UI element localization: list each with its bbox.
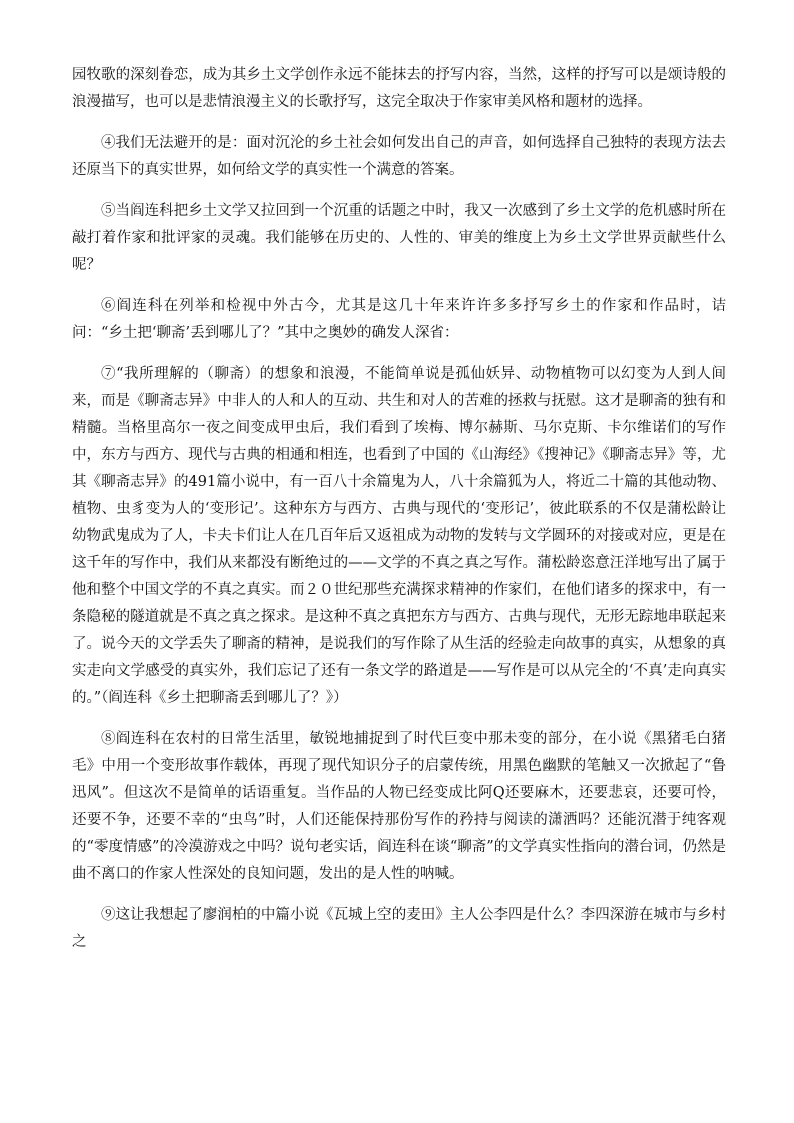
paragraph-9: ⑨这让我想起了廖润柏的中篇小说《瓦城上空的麦田》主人公李四是什么？李四深游在城市与乡村之 xyxy=(72,907,726,950)
paragraph-6: ⑥阎连科在列举和检视中外古今，尤其是这几十年来许许多多抒写乡土的作家和作品时，诘问：“乡土把‘聊斋’丢到哪儿了？”其中之奥妙的确发人深省： xyxy=(72,298,726,341)
paragraph-continuation: 园牧歌的深刻眷恋，成为其乡土文学创作永远不能抹去的抒写内容，当然，这样的抒写可以是颂诗般的浪漫描写，也可以是悲情浪漫主义的长歌抒写，这完全取决于作家审美风格和题材的选择。 xyxy=(72,67,726,110)
paragraph-5: ⑤当阎连科把乡土文学又拉回到一个沉重的话题之中时，我又一次感到了乡土文学的危机感时所在敲打着作家和批评家的灵魂。我们能够在历史的、人性的、审美的维度上为乡土文学世界贡献些什么呢？ xyxy=(72,203,726,273)
paragraph-4: ④我们无法避开的是：面对沉沦的乡土社会如何发出自己的声音，如何选择自己独特的表现方法去还原当下的真实世界，如何给文学的真实性一个满意的答案。 xyxy=(72,135,726,178)
paragraph-8: ⑧阎连科在农村的日常生活里，敏锐地捕捉到了时代巨变中那未变的部分，在小说《黑猪毛白猪毛》中用一个变形故事作载体，再现了现代知识分子的启蒙传统，用黑色幽默的笔触又一次掀起了“鲁迅风”。但这次不是简单的话语重复。当作品的人物已经变成比阿Q还要麻木，还要悲哀，还要可怜，还要不争，还要不幸的“虫鸟”时，人们还能保持那份写作的矜持与阅读的潇洒吗？还能沉潜于纯客观的“零度情感”的冷漠游戏之中吗？说句老实话，阎连科在谈“聊斋”的文学真实性指向的潜台词，仍然是曲不离口的作家人性深处的良知问题，发出的是人性的呐喊。 xyxy=(72,731,726,882)
article-body xyxy=(72,62,726,970)
paragraph-7-quote: ⑦“我所理解的（聊斋）的想象和浪漫，不能简单说是孤仙妖异、动物植物可以幻变为人到人间来，而是《聊斋志异》中非人的人和人的互动、共生和对人的苦难的拯救与抚慰。这才是聊斋的独有和精髓。当格里高尔一夜之间变成甲虫后，我们看到了埃梅、博尔赫斯、马尔克斯、卡尔维诺们的写作中，东方与西方、现代与古典的相通和相连，也看到了中国的《山海经》《搜神记》《聊斋志异》等，尤其《聊斋志异》的491篇小说中，有一百八十余篇鬼为人，八十余篇狐为人，将近二十篇的其他动物、植物、虫豸变为人的‘变形记’。这种东方与西方、古典与现代的‘变形记’，彼此联系的不仅是蒲松龄让幼物武鬼成为了人，卡夫卡们让人在几百年后又返祖成为动物的发转与文学圆环的对接或对应，更是在这千年的写作中，我们从来都没有断绝过的——文学的不真之真之写作。蒲松龄恣意汪洋地写出了属于他和整个中国文学的不真之真实。而２０世纪那些充满探求精神的作家们，在他们诸多的探求中，有一条隐秘的隧道就是不真之真之探求。是这种不真之真把东方与西方、古典与现代，无形无踪地串联起来了。说今天的文学丢失了聊斋的精神，是说我们的写作除了从生活的经验走向故事的真实，从想象的真实走向文学感受的真实外，我们忘记了还有一条文学的路道是——写作是可以从完全的‘不真’走向真实的。”（阎连科《乡土把聊斋丢到哪儿了？》） xyxy=(72,366,726,706)
